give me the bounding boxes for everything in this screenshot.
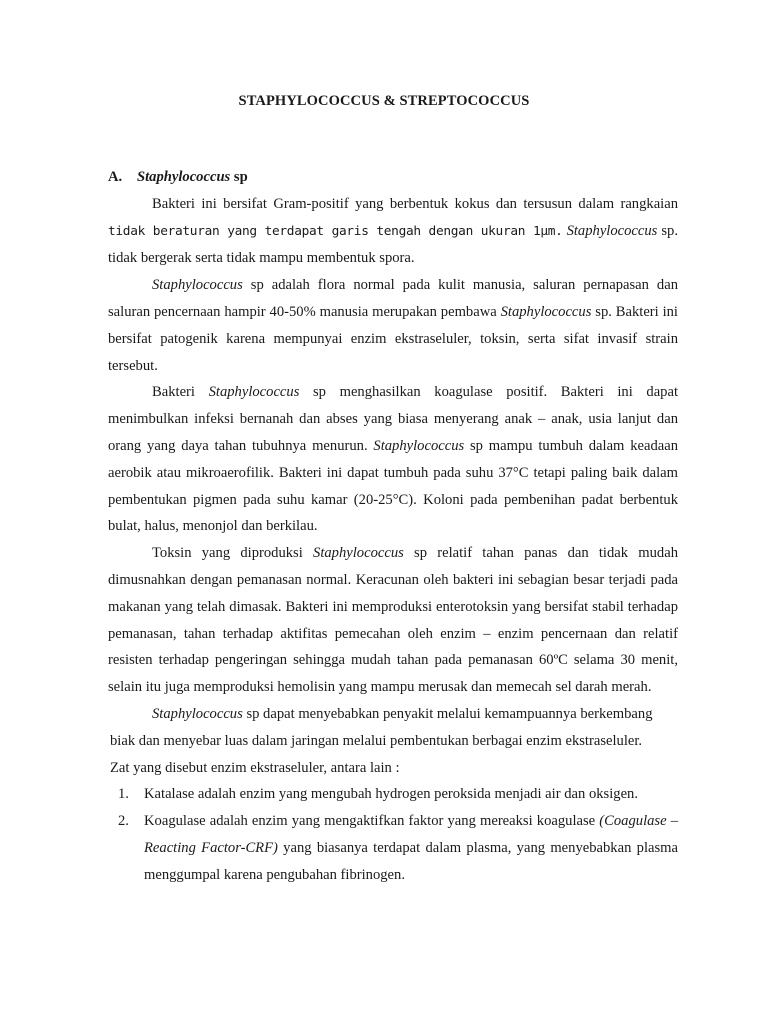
paragraph-2-text-a: sp adalah flora normal pada kulit manusia, saluran pernapasan dan saluran pencernaan hampir 40-50% manusia merupakan pembawa — [108, 277, 678, 320]
section-heading — [108, 164, 678, 191]
paragraph-1-text-a: Bakteri ini bersifat Gram-positif yang berbentuk kokus dan tersusun dalam rangkaian — [152, 195, 678, 212]
paragraph-3-species-a: Staphylococcus — [208, 384, 300, 401]
paragraph-4-text-b: sp relatif tahan panas dan tidak mudah dimusnahkan dengan pemanasan normal. Keracunan oleh bakteri ini sebagian besar terjadi pada makanan yang telah dimasak. Bakteri ini memproduksi enterotoksin yang bersifat stabil terhadap pemanasan, tahan terhadap aktifitas pemecahan oleh enzim – enzim pencernaan dan relatif resisten terhadap pengeringan sehingga mudah tahan pada pemanasan 60ºC selama 30 menit, selain itu juga memproduksi hemolisin yang mampu merusak dan memecah sel darah merah. — [108, 545, 678, 696]
paragraph-1-text-d: bergerak serta tidak mampu membentuk spora. — [140, 250, 415, 267]
paragraph-3-species-b: Staphylococcus — [373, 437, 465, 454]
list-item-text: Katalase adalah enzim yang mengubah hydrogen peroksida menjadi air dan oksigen. — [144, 786, 638, 803]
paragraph-1-species: Staphylococcus — [566, 222, 658, 239]
paragraph-5-line-b: biak dan menyebar luas dalam jaringan melalui pembentukan berbagai enzim ekstraseluler. — [110, 732, 643, 749]
paragraph-4 — [108, 540, 678, 701]
paragraph-5-species: Staphylococcus — [152, 705, 243, 722]
enzyme-list — [108, 781, 678, 888]
list-item — [108, 808, 678, 888]
section-name: Staphylococcus — [137, 169, 231, 185]
list-item-number: 2. — [118, 813, 129, 830]
paragraph-5-line-c: Zat yang disebut enzim ekstraseluler, antara lain : — [110, 759, 400, 776]
paragraph-1-text-c: sp. tidak — [108, 222, 678, 267]
paragraph-4-species: Staphylococcus — [313, 545, 404, 562]
list-item-text-a: Koagulase adalah enzim yang mengaktifkan faktor yang mereaksi koagulase — [144, 813, 596, 830]
list-item-number: 1. — [118, 786, 129, 803]
paragraph-1 — [108, 191, 678, 272]
section-letter: A. — [108, 169, 123, 185]
paragraph-2 — [108, 272, 678, 379]
document-body — [108, 164, 678, 889]
paragraph-4-text-a: Toksin yang diproduksi — [152, 545, 303, 562]
paragraph-5-text-a: sp dapat menyebabkan penyakit melalui kemampuannya berkembang — [246, 705, 653, 722]
paragraph-3-text-b: sp menghasilkan koagulase positif. Bakteri ini dapat menimbulkan infeksi bernanah dan abses yang biasa menyerang anak – anak, usia lanjut dan orang yang daya tahan tubuhnya menurun. — [108, 384, 678, 454]
page-title: STAPHYLOCOCCUS & STREPTOCOCCUS — [238, 93, 530, 109]
list-item — [108, 781, 678, 808]
paragraph-3-text-a: Bakteri — [152, 384, 195, 401]
paragraph-3-text-c: sp mampu tumbuh dalam keadaan aerobik atau mikroaerofilik. Bakteri ini dapat tumbuh pada suhu 37°C tetapi paling baik dalam pembentukan pigmen pada suhu kamar (20-25°C). Koloni pada pembenihan padat berbentuk bulat, halus, menonjol dan berkilau. — [108, 437, 679, 535]
paragraph-1-text-b: tidak beraturan yang terdapat garis tengah dengan ukuran 1µm. — [108, 223, 563, 239]
section-suffix: sp — [233, 169, 248, 185]
list-item-italic: (Coagulase – Reacting Factor-CRF) — [144, 813, 678, 856]
paragraph-3 — [108, 379, 678, 540]
paragraph-2-species-a: Staphylococcus — [152, 277, 243, 294]
paragraph-5 — [108, 701, 678, 728]
paragraph-2-species-b: Staphylococcus — [500, 303, 592, 320]
list-item-text-b: yang biasanya terdapat dalam plasma, yang menyebabkan plasma menggumpal karena pengubahan fibrinogen. — [144, 839, 678, 883]
paragraph-2-text-b: sp. Bakteri ini bersifat patogenik karena mempunyai enzim ekstraseluler, toksin, serta sifat invasif strain tersebut. — [108, 303, 678, 374]
